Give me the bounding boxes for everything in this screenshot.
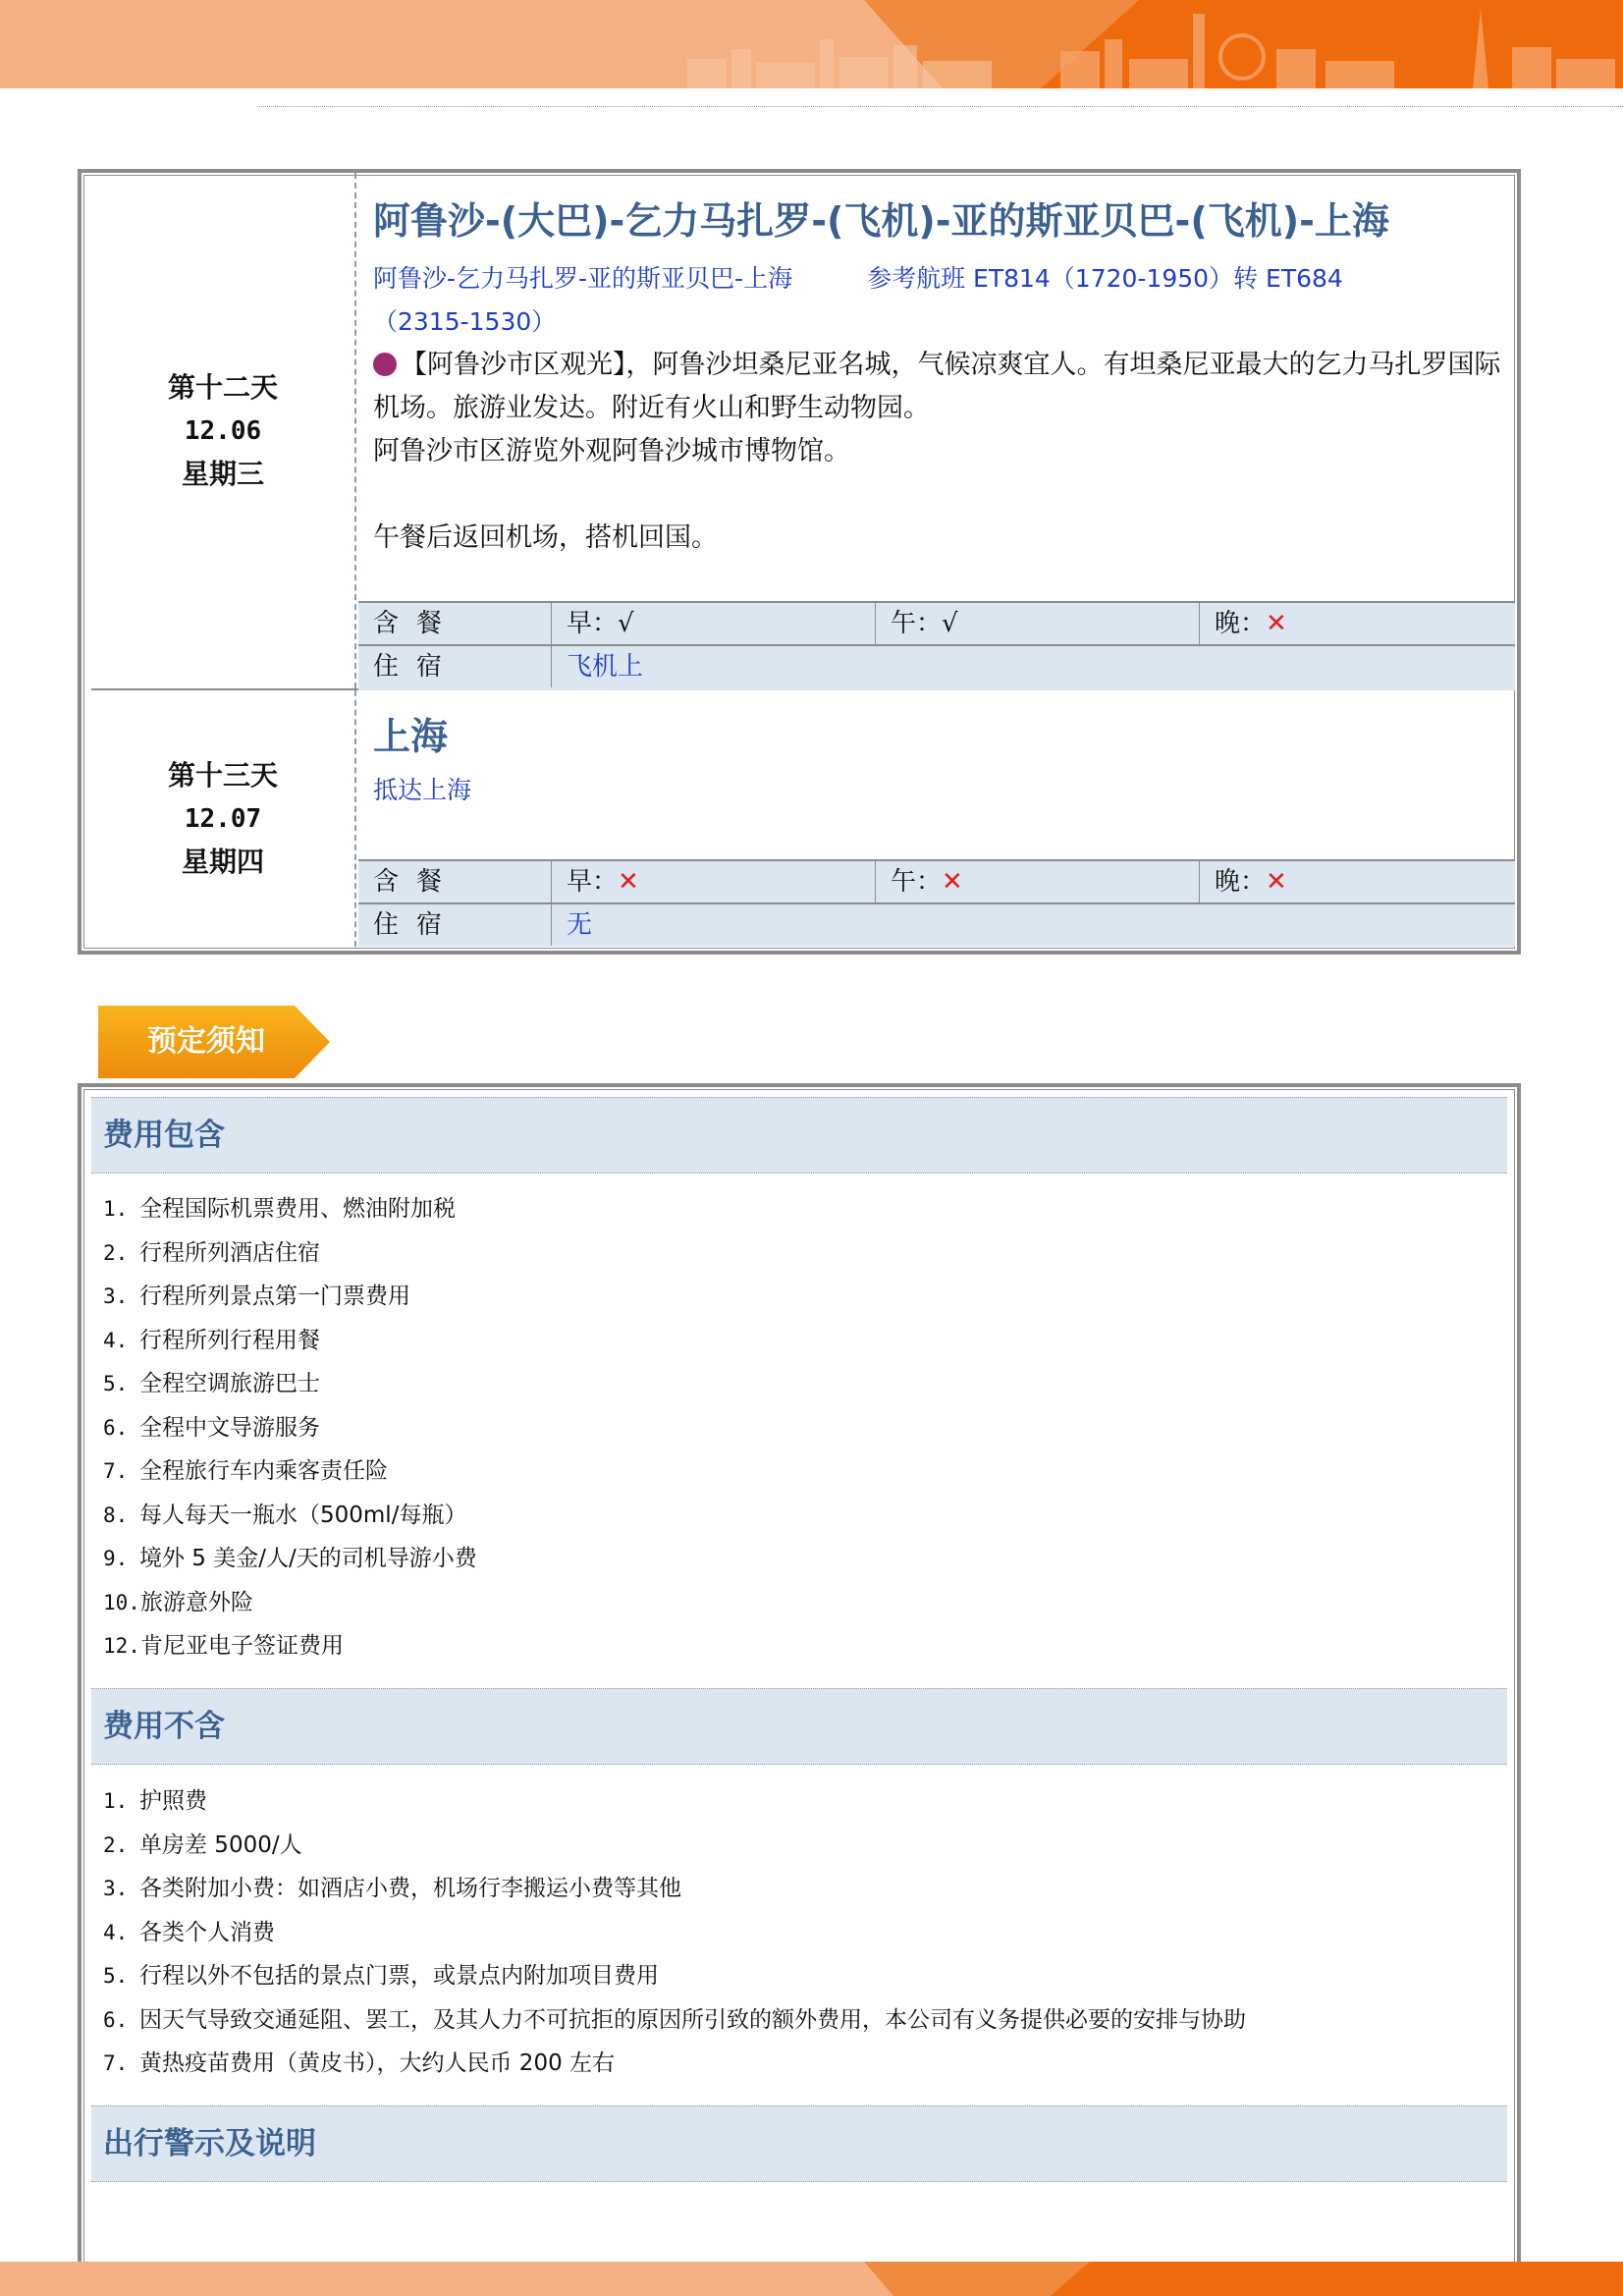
- day-label: 第十二天: [167, 370, 278, 404]
- day-weekday: 星期四: [181, 845, 264, 878]
- list-item: [103, 1275, 1497, 1319]
- list-item-number: 12.: [103, 1634, 140, 1658]
- excluded-list: [103, 1779, 1497, 2086]
- list-item: [103, 1954, 1497, 1998]
- list-item: [103, 1779, 1497, 1824]
- section-heading-included: 费用包含: [91, 1097, 1507, 1174]
- list-item-text: 行程以外不包括的景点门票，或景点内附加项目费用: [139, 1963, 659, 1989]
- lunch-cell: 午：√: [875, 603, 1199, 644]
- list-item-text: 行程所列行程用餐: [139, 1327, 320, 1353]
- desc-paragraph-3: 午餐后返回机场，搭机回国。: [373, 522, 718, 553]
- list-item: [103, 1406, 1497, 1450]
- meals-row: [358, 859, 1515, 902]
- desc-paragraph-1: 【阿鲁沙市区观光】，阿鲁沙坦桑尼亚名城，气候凉爽宜人。有坦桑尼亚最大的乞力马扎罗国际机场。旅游业发达。附近有火山和野生动物园。: [373, 350, 1501, 423]
- list-item: [103, 1187, 1497, 1231]
- breakfast-cell: 早：√: [551, 603, 875, 644]
- day-13-row: [91, 690, 1515, 947]
- list-item: [103, 1537, 1497, 1581]
- list-item: [103, 1494, 1497, 1538]
- list-item-text: 全程国际机票费用、燃油附加税: [139, 1196, 456, 1222]
- list-item-text: 境外 5 美金/人/天的司机导游小费: [139, 1546, 477, 1571]
- list-item: [103, 1449, 1497, 1494]
- day-12-content: [358, 173, 1515, 688]
- list-item: [103, 1581, 1497, 1625]
- cross-icon: ✕: [618, 867, 639, 897]
- stay-row: [358, 902, 1515, 947]
- list-item-text: 各类附加小费：如酒店小费，机场行李搬运小费等其他: [139, 1876, 681, 1901]
- dinner-cell: 晚：✕: [1199, 861, 1515, 902]
- list-item-number: 1.: [103, 1197, 129, 1221]
- booking-notes: [78, 1083, 1521, 2296]
- list-item-number: 6.: [103, 1415, 129, 1440]
- list-item-number: 5.: [103, 1964, 129, 1988]
- list-item-number: 4.: [103, 1328, 129, 1352]
- list-item: [103, 1911, 1497, 1955]
- day-date: 12.06: [184, 415, 262, 446]
- footer-banner: [0, 2262, 1623, 2296]
- list-item: [103, 1824, 1497, 1868]
- list-item-text: 旅游意外险: [139, 1589, 253, 1615]
- list-item-text: 黄热疫苗费用（黄皮书），大约人民币 200 左右: [139, 2050, 616, 2076]
- list-item: [103, 1867, 1497, 1911]
- itinerary-table: [78, 169, 1521, 955]
- cross-icon: ✕: [1266, 867, 1287, 897]
- check-icon: √: [618, 609, 634, 638]
- list-item-number: 2.: [103, 1240, 129, 1265]
- list-item-text: 全程旅行车内乘客责任险: [139, 1458, 388, 1484]
- cross-icon: ✕: [1266, 609, 1287, 638]
- list-item-text: 肯尼亚电子签证费用: [139, 1633, 344, 1659]
- list-item: [103, 1319, 1497, 1363]
- list-item-number: 6.: [103, 2007, 129, 2032]
- day-13-content: [358, 690, 1515, 947]
- day-route: 抵达上海: [373, 776, 472, 804]
- cross-icon: ✕: [942, 867, 963, 897]
- list-item-number: 9.: [103, 1547, 129, 1570]
- header-divider: [257, 106, 1623, 107]
- list-item-text: 全程空调旅游巴士: [139, 1371, 320, 1396]
- list-item-text: 行程所列景点第一门票费用: [139, 1284, 410, 1309]
- day-title: 上海: [373, 715, 449, 758]
- section-heading-excluded: 费用不含: [91, 1688, 1507, 1765]
- booking-notice-badge: [98, 1006, 330, 1078]
- list-item-text: 各类个人消费: [139, 1919, 275, 1945]
- lunch-cell: 午：✕: [875, 861, 1199, 902]
- list-item-number: 1.: [103, 1789, 129, 1813]
- list-item-text: 全程中文导游服务: [139, 1414, 320, 1441]
- list-item-number: 3.: [103, 1285, 129, 1308]
- list-item-text: 单房差 5000/人: [139, 1831, 302, 1858]
- list-item-number: 7.: [103, 2051, 129, 2075]
- flight-info: 参考航班 ET814（1720-1950）转 ET684: [867, 264, 1343, 293]
- day-12-date-cell: [91, 173, 356, 688]
- stay-value: 飞机上: [551, 646, 1515, 687]
- day-13-date-cell: [91, 690, 356, 947]
- day-date: 12.07: [184, 803, 262, 834]
- meals-label: 含餐: [373, 867, 460, 897]
- list-item: [103, 1231, 1497, 1276]
- dinner-cell: 晚：✕: [1199, 603, 1515, 644]
- section-heading-warning: 出行警示及说明: [91, 2105, 1507, 2182]
- list-item: [103, 1362, 1497, 1406]
- stay-label: 住宿: [373, 910, 460, 940]
- day-route: [373, 257, 1343, 301]
- day-description: [373, 344, 1507, 430]
- header-banner: [0, 0, 1623, 88]
- stay-row: [358, 644, 1515, 690]
- flight-info-continued: （2315-1530）: [373, 307, 557, 336]
- list-item-number: 8.: [103, 1503, 129, 1527]
- list-item-number: 7.: [103, 1459, 129, 1483]
- list-item: [103, 1998, 1497, 2043]
- list-item: [103, 1624, 1497, 1668]
- list-item-number: 2.: [103, 1832, 129, 1857]
- day-12-row: [91, 173, 1515, 690]
- list-item-text: 每人每天一瓶水（500ml/每瓶）: [139, 1502, 467, 1528]
- list-item-number: 3.: [103, 1877, 129, 1900]
- meals-row: [358, 601, 1515, 644]
- list-item-text: 护照费: [139, 1788, 207, 1814]
- list-item-text: 因天气导致交通延阻、罢工，及其人力不可抗拒的原因所引致的额外费用，本公司有义务提供必要的安排与协助: [139, 2006, 1246, 2033]
- day-label: 第十三天: [167, 758, 278, 792]
- list-item-number: 4.: [103, 1920, 129, 1944]
- day-weekday: 星期三: [181, 457, 264, 490]
- meals-label: 含餐: [373, 609, 460, 638]
- breakfast-cell: 早：✕: [551, 861, 875, 902]
- list-item-number: 10.: [103, 1590, 140, 1614]
- included-list: [103, 1187, 1497, 1668]
- check-icon: √: [942, 609, 958, 638]
- bullet-dot-icon: [373, 353, 397, 376]
- list-item: [103, 2042, 1497, 2086]
- stay-label: 住宿: [373, 652, 460, 682]
- list-item-number: 5.: [103, 1372, 129, 1395]
- stay-value: 无: [551, 904, 1515, 946]
- desc-paragraph-2: 阿鲁沙市区游览外观阿鲁沙城市博物馆。: [373, 436, 850, 466]
- list-item-text: 行程所列酒店住宿: [139, 1239, 320, 1266]
- day-title: 阿鲁沙-(大巴)-乞力马扎罗-(飞机)-亚的斯亚贝巴-(飞机)-上海: [373, 199, 1389, 243]
- route-text: 阿鲁沙-乞力马扎罗-亚的斯亚贝巴-上海: [373, 264, 793, 293]
- badge-label: 预定须知: [147, 1024, 265, 1059]
